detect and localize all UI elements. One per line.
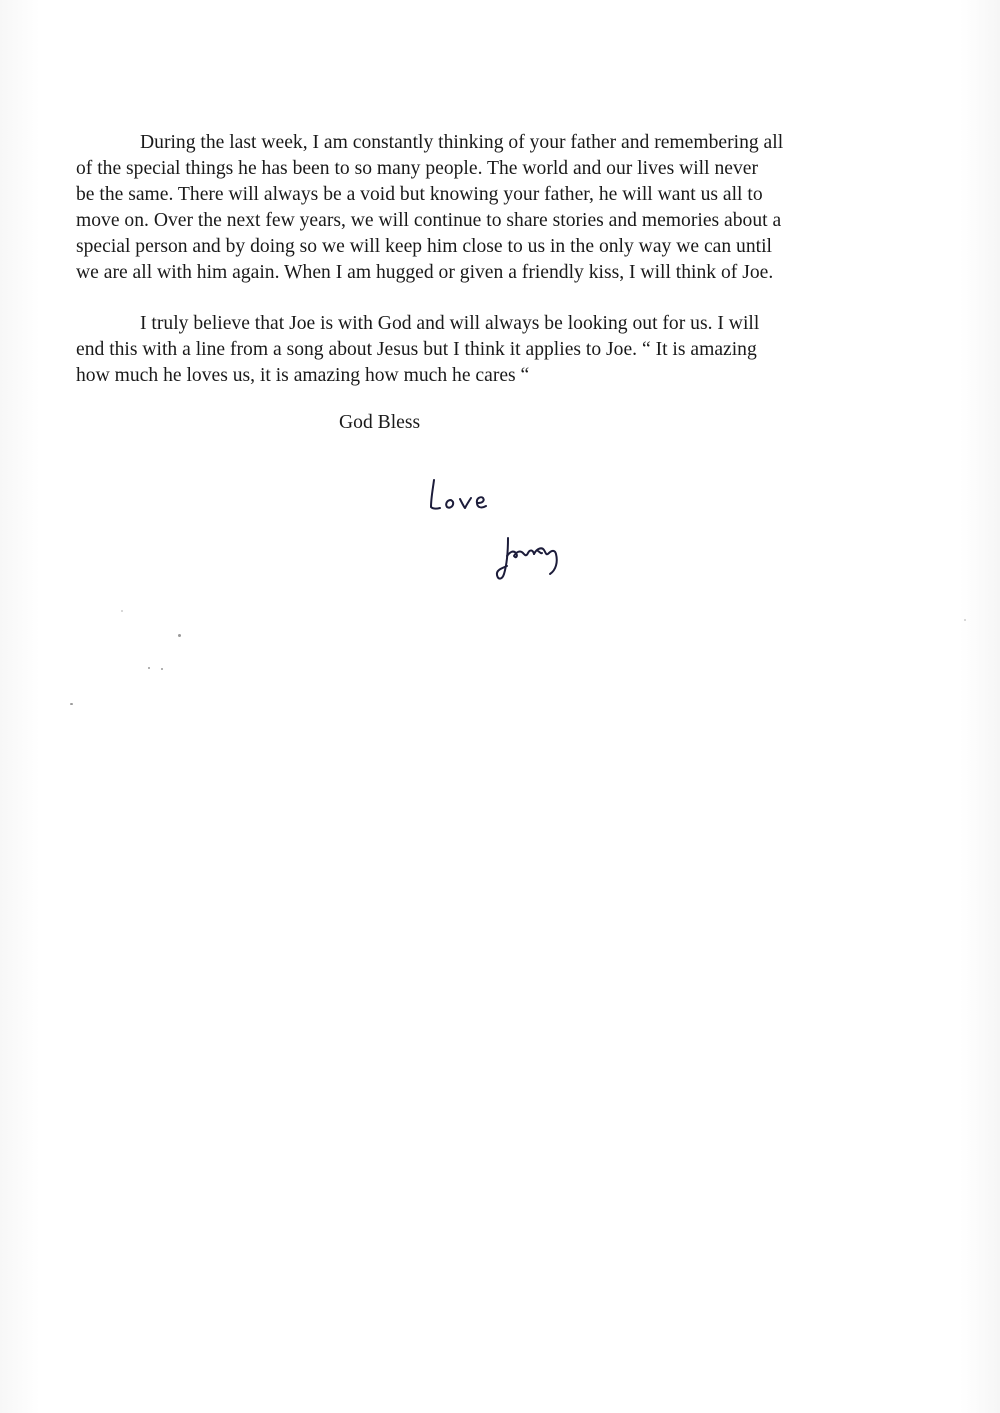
paragraph-2-line-2: end this with a line from a song about Jesus but I think it applies to Joe. “ It is amazing bbox=[76, 339, 757, 360]
closing-text: God Bless bbox=[339, 412, 421, 433]
handwritten-signature bbox=[492, 528, 572, 586]
handwritten-signoff bbox=[425, 474, 500, 519]
scan-speck bbox=[178, 634, 181, 637]
paragraph-1-line-3: be the same. There will always be a void but knowing your father, he will want us all to bbox=[76, 184, 763, 205]
paragraph-2-line-1: I truly believe that Joe is with God and will always be looking out for us. I will bbox=[140, 313, 760, 334]
paragraph-1-line-1: During the last week, I am constantly thinking of your father and remembering all bbox=[140, 132, 784, 153]
paragraph-2-line-3: how much he loves us, it is amazing how much he cares “ bbox=[76, 365, 530, 386]
scan-speck bbox=[70, 703, 73, 705]
scan-speck bbox=[964, 619, 966, 621]
paragraph-1-line-5: special person and by doing so we will keep him close to us in the only way we can until bbox=[76, 236, 772, 257]
scan-speck bbox=[161, 668, 163, 670]
paragraph-1-line-6: we are all with him again. When I am hugged or given a friendly kiss, I will think of Joe. bbox=[76, 262, 774, 283]
paragraph-1-line-2: of the special things he has been to so many people. The world and our lives will never bbox=[76, 158, 758, 179]
scan-speck bbox=[121, 610, 123, 612]
scan-speck bbox=[148, 667, 150, 669]
paragraph-1-line-4: move on. Over the next few years, we will continue to share stories and memories about a bbox=[76, 210, 782, 231]
